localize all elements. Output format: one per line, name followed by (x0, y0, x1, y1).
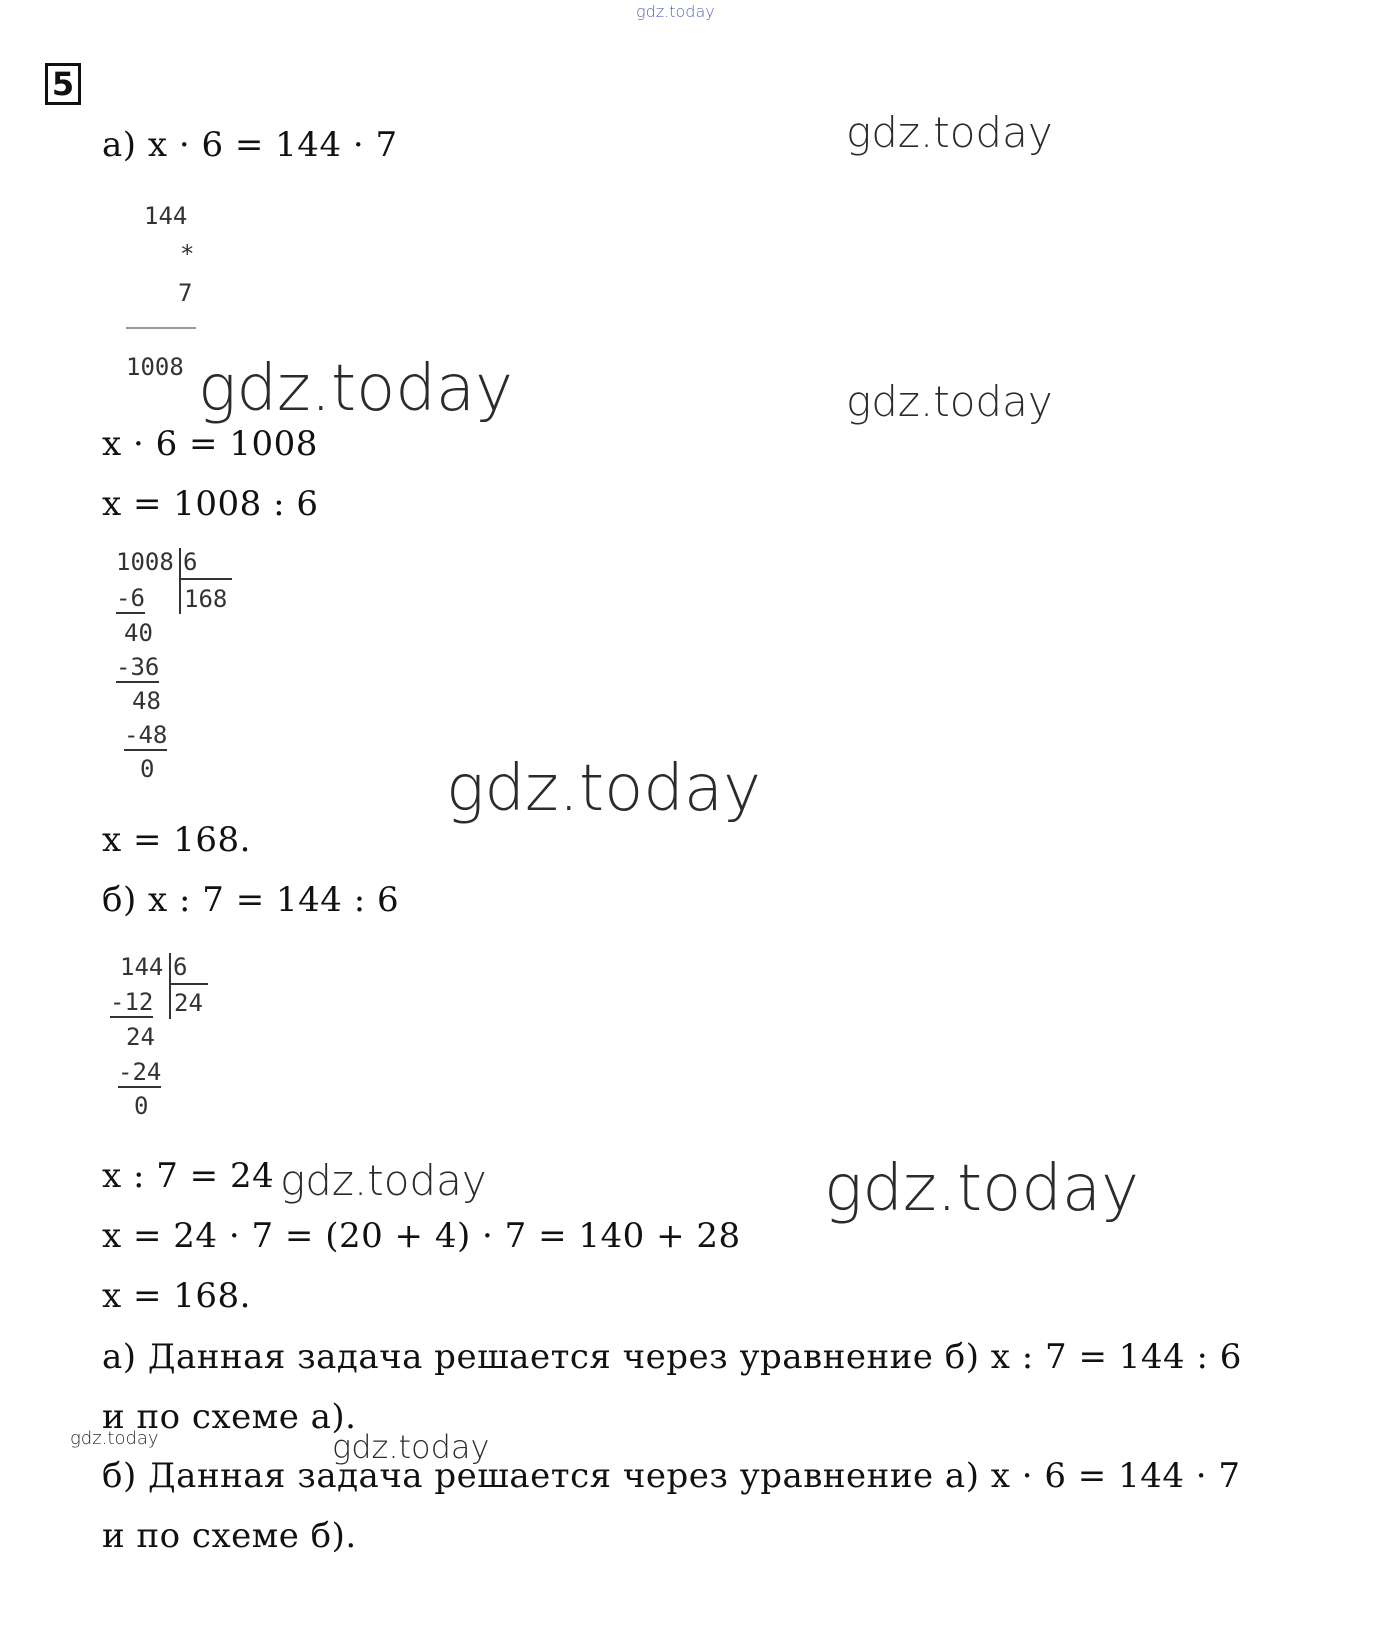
div-b-divisor: 6 (173, 953, 188, 981)
part-a-equation-text: x · 6 = 144 · 7 (147, 125, 398, 165)
part-b-step1: x : 7 = 24 (102, 1156, 275, 1196)
div-a-hline (180, 578, 232, 580)
watermark: gdz.today (824, 1152, 1139, 1226)
div-a-divisor: 6 (183, 548, 198, 576)
part-a-prefix: а) (102, 125, 148, 165)
div-b-row: 0 (134, 1092, 149, 1120)
mult-result: 1008 (126, 353, 184, 381)
mult-op: * (180, 240, 195, 268)
mult-top: 144 (144, 202, 188, 230)
div-b-row: 24 (126, 1023, 155, 1051)
div-a-row: 48 (132, 687, 161, 715)
conclusion-a-line1: а) Данная задача решается через уравнение б) x : 7 = 144 : 6 (102, 1337, 1242, 1377)
part-b-step2: x = 24 · 7 = (20 + 4) · 7 = 140 + 28 (102, 1216, 741, 1256)
mult-line (126, 327, 196, 329)
part-a-answer: x = 168. (102, 820, 251, 860)
div-b-row: -24 (118, 1058, 162, 1086)
div-b-hline (170, 983, 208, 985)
watermark: gdz.today (446, 752, 761, 826)
watermark: gdz.today (280, 1156, 487, 1205)
conclusion-b-line2: и по схеме б). (102, 1516, 357, 1556)
part-b-equation-text: x : 7 = 144 : 6 (148, 880, 400, 920)
watermark: gdz.today (846, 377, 1053, 426)
div-b-row: -12 (110, 988, 154, 1016)
watermark-top: gdz.today (636, 2, 715, 21)
mult-bottom: 7 (178, 279, 193, 307)
part-a-step2: x = 1008 : 6 (102, 484, 319, 524)
div-a-quotient: 168 (184, 585, 228, 613)
task-number: 5 (45, 63, 81, 105)
conclusion-a-line2: и по схеме а). (102, 1397, 357, 1437)
div-a-row: -36 (116, 653, 160, 681)
part-b-answer: x = 168. (102, 1276, 251, 1316)
watermark: gdz.today (70, 1428, 159, 1449)
div-a-row: -48 (124, 721, 168, 749)
div-a-row: 0 (140, 755, 155, 783)
conclusion-b-line1: б) Данная задача решается через уравнение а) x · 6 = 144 · 7 (102, 1456, 1241, 1496)
watermark: gdz.today (332, 1428, 490, 1466)
div-a-row: -6 (116, 584, 145, 612)
div-b-quotient: 24 (174, 989, 203, 1017)
part-a-equation (102, 125, 398, 165)
div-b-vline (169, 953, 171, 1019)
part-b-equation (102, 880, 399, 920)
watermark: gdz.today (198, 352, 513, 426)
watermark: gdz.today (846, 108, 1053, 157)
part-a-step1: x · 6 = 1008 (102, 424, 318, 464)
div-a-vline (179, 548, 181, 614)
div-a-row: 40 (124, 619, 153, 647)
div-a-dividend: 1008 (116, 548, 174, 576)
div-b-dividend: 144 (120, 953, 164, 981)
part-b-prefix: б) (102, 880, 149, 920)
